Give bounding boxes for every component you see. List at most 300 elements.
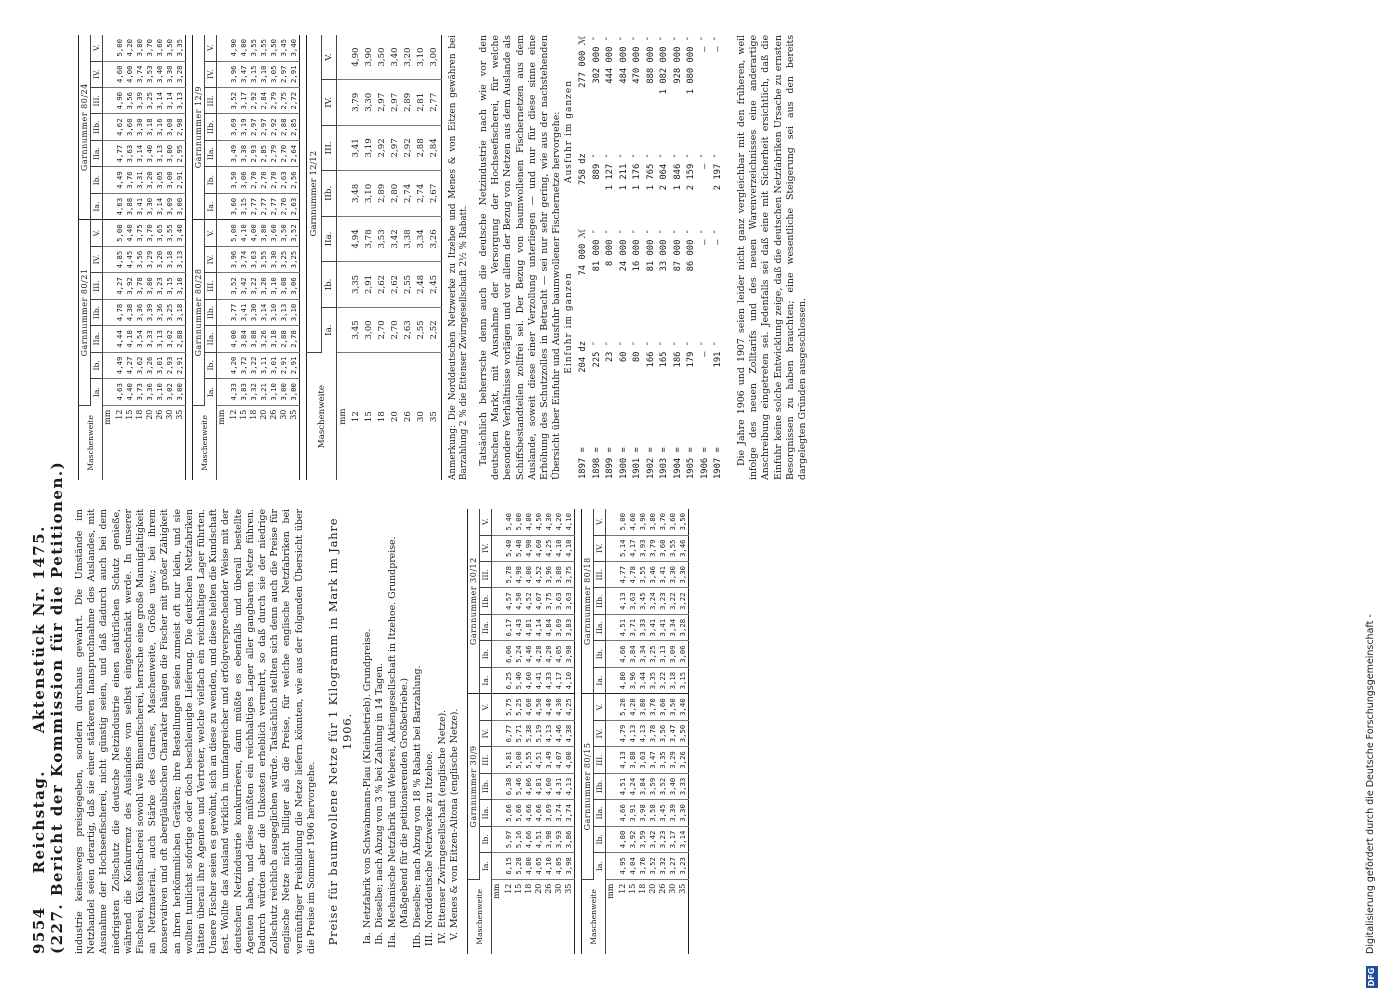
year-value: 1904 — [672, 457, 683, 479]
price-cell: 3,96 — [628, 667, 638, 693]
price-cell: 4,52 — [524, 588, 534, 614]
mesh-width-cell: 20 — [390, 411, 400, 423]
column-header: Ib. — [91, 352, 103, 378]
spacer-cell — [337, 216, 351, 262]
price-cell: 3,59 — [648, 773, 658, 799]
price-cell: 3,98 — [544, 826, 554, 852]
column-header: III. — [594, 747, 606, 773]
price-cell: 3,40 — [389, 35, 402, 80]
spacer-cell — [606, 747, 619, 773]
price-cell: 3,41 — [658, 561, 668, 587]
key-code: Ib. — [374, 932, 386, 945]
key-code: IIb. — [411, 932, 423, 949]
price-key-list — [362, 509, 461, 954]
price-cell: 3,91 — [628, 800, 638, 826]
price-cell: 4,90 — [115, 87, 125, 113]
price-cell: 3,02 — [165, 326, 175, 352]
price-cell: 3,39 — [135, 87, 145, 113]
price-cell: 3,09 — [165, 193, 175, 219]
price-cell: 3,69 — [229, 114, 239, 140]
price-cell: 4,46 — [524, 641, 534, 667]
price-cell: 4,33 — [544, 667, 554, 693]
export-dz-cell: 1 765 ″ — [645, 153, 656, 191]
price-cell: 3,25 — [289, 246, 300, 272]
price-cell: 3,44 — [638, 667, 648, 693]
spacer-cell — [606, 694, 619, 720]
price-cell: 3,11 — [259, 352, 269, 378]
column-header: V. — [205, 35, 217, 61]
price-cell: 2,93 — [165, 352, 175, 378]
table-row — [638, 509, 648, 954]
import-export-row — [604, 35, 618, 480]
column-header: Ib. — [480, 641, 492, 667]
price-cell: 3,14 — [155, 193, 165, 219]
key-description: Ettenser Zwirngesellschaft (englische Netze). — [436, 709, 448, 928]
year-cell: 1902 = — [645, 447, 656, 479]
price-cell: 2,52 — [428, 307, 442, 353]
price-cell: 3,60 — [125, 114, 135, 140]
price-cell: 3,26 — [145, 352, 155, 378]
price-cell: 3,84 — [638, 773, 648, 799]
table-row — [363, 35, 376, 480]
price-cell: 3,31 — [135, 167, 145, 193]
price-cell: 2,75 — [279, 87, 289, 113]
price-cell: 3,78 — [648, 720, 658, 746]
price-cell: 2,85 — [289, 114, 300, 140]
price-cell: 3,18 — [269, 326, 279, 352]
price-cell: 2,92 — [376, 125, 389, 171]
price-cell: 3,45 — [638, 588, 648, 614]
import-dz-cell: 165 ″ — [659, 340, 670, 368]
key-code: Ia. — [362, 932, 374, 945]
price-cell: 3,23 — [155, 273, 165, 299]
price-cell: 2,62 — [389, 262, 402, 308]
price-cell: 3,41 — [350, 125, 363, 171]
import-value-cell: 33 000 ″ — [659, 229, 670, 272]
year-value: 1903 — [659, 457, 670, 479]
spacer-cell — [217, 220, 230, 246]
price-cell: 5,19 — [534, 720, 544, 746]
price-cell: 4,00 — [249, 220, 259, 246]
price-cell: 4,10 — [564, 667, 575, 693]
table-row — [376, 35, 389, 480]
column-header: Ib. — [91, 167, 103, 193]
price-cell: 3,52 — [648, 853, 658, 879]
mesh-width-cell: 20 — [648, 883, 658, 894]
price-cell: 3,38 — [402, 216, 415, 262]
table-row — [145, 35, 155, 480]
price-cell: 3,56 — [125, 87, 135, 113]
column-header: IIb. — [594, 588, 606, 614]
price-cell: 4,80 — [524, 853, 534, 879]
price-cell: 2,97 — [259, 114, 269, 140]
import-export-row — [618, 35, 632, 480]
table-row — [229, 35, 239, 480]
column-header: IIa. — [594, 800, 606, 826]
spacer-cell — [606, 614, 619, 640]
year-value: 1905 — [686, 457, 697, 479]
spacer-cell — [606, 561, 619, 587]
price-cell: 4,77 — [115, 140, 125, 166]
export-header: Ausfuhr im ganzen — [564, 79, 575, 184]
unit-label: mm — [217, 409, 226, 425]
price-cell: 3,41 — [135, 193, 145, 219]
price-cell: 3,15 — [239, 193, 249, 219]
column-header: V. — [594, 694, 606, 720]
price-cell: 3,14 — [135, 140, 145, 166]
table-row — [155, 35, 165, 480]
price-cell: 3,18 — [175, 299, 186, 325]
year-cell: 1907 = — [713, 447, 724, 479]
table-row — [239, 35, 249, 480]
price-cell: 2,70 — [279, 140, 289, 166]
price-cell: 2,70 — [389, 307, 402, 353]
table-note: Anmerkung: Die Norddeutschen Netzwerke zu Itzehoe und Menes & von Eitzen gewähren bei Barzahlung 2 % die Ettenser Zwirngesellschaft 2½ % Rabatt. — [448, 35, 469, 480]
price-cell: 4,10 — [564, 509, 575, 535]
key-item — [387, 509, 412, 954]
spacer-cell — [337, 35, 351, 80]
price-cell: 3,40 — [668, 773, 678, 799]
price-cell: 3,52 — [289, 220, 300, 246]
price-cell: 2,91 — [289, 61, 300, 87]
price-cell: 4,04 — [628, 853, 638, 879]
price-cell: 3,32 — [249, 379, 259, 405]
price-cell: 5,00 — [514, 509, 524, 535]
price-cell: 3,92 — [628, 826, 638, 852]
price-cell: 4,33 — [229, 379, 239, 405]
unit-label: mm — [606, 883, 616, 899]
key-description: Dieselbe; nach Abzug von 18 % Rabatt bei Barzahlung. — [411, 665, 423, 928]
import-dz-cell: 166 ″ — [645, 340, 656, 368]
price-cell: 3,20 — [259, 273, 269, 299]
price-cell: 4,50 — [514, 588, 524, 614]
report-title: (227. Bericht der Kommission für die Petitionen.) — [48, 460, 66, 954]
price-cell: 4,90 — [524, 535, 534, 561]
price-cell: 2,88 — [279, 114, 289, 140]
price-cell: 3,00 — [279, 379, 289, 405]
column-header: IV. — [480, 535, 492, 561]
column-header: V. — [91, 35, 103, 61]
price-cell: 4,50 — [534, 694, 544, 720]
spacer-cell — [217, 61, 230, 87]
mesh-width-cell: 26 — [658, 883, 668, 894]
price-cell: 3,74 — [135, 61, 145, 87]
spacer-cell — [606, 720, 619, 746]
table-row — [544, 509, 554, 954]
column-header: IIb. — [91, 114, 103, 140]
price-cell: 5,24 — [514, 641, 524, 667]
spacer-cell — [492, 509, 505, 535]
price-table-12-12 — [306, 35, 442, 480]
price-cell: 2,77 — [259, 193, 269, 219]
column-header: Ib. — [594, 641, 606, 667]
price-cell: 4,49 — [115, 352, 125, 378]
price-cell: 3,22 — [668, 588, 678, 614]
price-cell: 3,14 — [155, 87, 165, 113]
price-cell: 6,77 — [504, 720, 514, 746]
yarn-number-header: Garnnummer 80/28 — [193, 220, 205, 405]
price-cell: 3,55 — [638, 561, 648, 587]
table-row — [514, 509, 524, 954]
column-header: Ib. — [205, 352, 217, 378]
spacer-cell — [492, 720, 505, 746]
table-row — [269, 35, 279, 480]
price-cell: 3,06 — [239, 167, 249, 193]
price-cell: 3,06 — [289, 273, 300, 299]
price-cell: 3,13 — [175, 87, 186, 113]
price-cell: 2,70 — [279, 193, 289, 219]
price-cell: 2,78 — [289, 326, 300, 352]
price-cell: 3,30 — [135, 114, 145, 140]
price-cell: 3,22 — [249, 273, 259, 299]
spacer-cell — [103, 220, 116, 246]
price-cell: 3,77 — [229, 299, 239, 325]
price-cell: 3,63 — [554, 588, 564, 614]
price-cell: 2,97 — [389, 80, 402, 126]
price-cell: 3,02 — [165, 379, 175, 405]
price-cell: 3,35 — [350, 262, 363, 308]
column-header: Ia. — [480, 853, 492, 879]
price-cell: 5,00 — [618, 509, 628, 535]
price-cell: 3,69 — [544, 800, 554, 826]
column-header: V. — [480, 509, 492, 535]
price-cell: 3,55 — [259, 246, 269, 272]
price-cell: 3,45 — [350, 307, 363, 353]
year-value: 1907 — [713, 457, 724, 479]
price-cell: 6,06 — [504, 641, 514, 667]
spacer-cell — [492, 588, 505, 614]
key-code: III. — [424, 932, 436, 947]
price-cell: 2,79 — [269, 140, 279, 166]
unit-label: mm — [338, 408, 348, 425]
table-row — [648, 509, 658, 954]
price-cell: 4,44 — [115, 326, 125, 352]
column-header: III. — [480, 747, 492, 773]
price-cell: 5,81 — [504, 747, 514, 773]
price-cell: 3,17 — [239, 87, 249, 113]
page-number: 9554 — [30, 906, 48, 954]
spacer-cell — [103, 273, 116, 299]
price-cell: 3,84 — [628, 641, 638, 667]
export-dz-cell: — ″ — [699, 153, 710, 170]
price-cell: 4,40 — [544, 694, 554, 720]
price-cell: 3,26 — [259, 326, 269, 352]
price-cell: 3,30 — [145, 193, 155, 219]
price-cell: 3,41 — [648, 614, 658, 640]
import-dz-cell: — ″ — [699, 340, 710, 357]
price-cell: 2,55 — [402, 262, 415, 308]
price-cell: 3,65 — [155, 220, 165, 246]
table-row — [564, 509, 575, 954]
year-cell: 1898 = — [591, 447, 602, 479]
price-cell: 3,80 — [638, 694, 648, 720]
price-cell: 3,55 — [165, 220, 175, 246]
column-header: IIb. — [205, 114, 217, 140]
import-dz-cell: 225 ″ — [591, 340, 602, 368]
spacer-cell — [103, 114, 116, 140]
price-cell: 3,10 — [289, 299, 300, 325]
price-cell: 3,55 — [259, 35, 269, 61]
column-header: IIa. — [480, 614, 492, 640]
export-value-cell: — ″ — [699, 36, 710, 52]
spacer-cell — [492, 694, 505, 720]
price-cell: 4,38 — [125, 299, 135, 325]
price-cell: 3,33 — [145, 326, 155, 352]
column-header: IIa. — [594, 614, 606, 640]
price-cell: 3,22 — [678, 588, 689, 614]
year-value: 1900 — [618, 457, 629, 479]
import-value-cell: 81 000 ″ — [645, 229, 656, 272]
document-number: Aktenstück Nr. 1475. — [30, 525, 48, 734]
price-cell: 3,19 — [363, 125, 376, 171]
import-value-cell: 24 000 ″ — [618, 229, 629, 272]
price-cell: 4,05 — [554, 641, 564, 667]
spacer-cell — [103, 326, 116, 352]
price-cell: 3,25 — [165, 299, 175, 325]
price-cell: 3,80 — [135, 35, 145, 61]
price-table-wide — [306, 35, 442, 480]
price-cell: 2,92 — [402, 125, 415, 171]
spacer-cell — [606, 535, 619, 561]
table-row — [415, 35, 428, 480]
column-header: IIb. — [91, 299, 103, 325]
price-cell: 4,10 — [544, 853, 554, 879]
price-cell: 2,77 — [249, 193, 259, 219]
column-header: Ia. — [594, 853, 606, 879]
export-dz-cell: 2 064 ″ — [659, 153, 670, 191]
spacer-cell — [492, 641, 505, 667]
price-cell: 3,96 — [229, 246, 239, 272]
import-export-row — [631, 35, 645, 480]
mesh-width-cell: 15 — [364, 411, 374, 423]
mesh-width-cell: 35 — [564, 883, 574, 894]
import-value-cell: 8 000 ″ — [605, 229, 616, 267]
spacer-cell — [492, 667, 505, 693]
footer — [1363, 0, 1383, 1000]
price-cell: 4,05 — [554, 853, 564, 879]
price-cell: 4,90 — [229, 35, 239, 61]
price-cell: 3,28 — [678, 614, 689, 640]
key-description: Dieselbe; nach Abzug von 3 % bei Zahlung in 14 Tagen. — [374, 663, 386, 928]
column-header: IIa. — [205, 326, 217, 352]
yarn-number-header: Garnnummer 80/21 — [79, 220, 91, 405]
spacer-cell — [337, 171, 351, 217]
price-cell: 3,22 — [249, 352, 259, 378]
spacer-cell — [103, 140, 116, 166]
price-cell: 3,13 — [175, 246, 186, 272]
price-cell: 3,56 — [135, 246, 145, 272]
price-cell: 3,34 — [638, 641, 648, 667]
import-header: Einfuhr im ganzen — [564, 272, 575, 374]
price-cell: 3,88 — [628, 747, 638, 773]
price-cell: 3,53 — [376, 216, 389, 262]
price-cell: 5,00 — [115, 220, 125, 246]
mesh-width-cell: 18 — [638, 883, 648, 894]
price-cell: 3,60 — [155, 35, 165, 61]
price-cell: 6,38 — [504, 773, 514, 799]
price-cell: 3,25 — [648, 641, 658, 667]
price-cell: 2,48 — [415, 262, 428, 308]
price-cell: 5,66 — [504, 800, 514, 826]
price-cell: 2,70 — [269, 167, 279, 193]
spacer-cell — [492, 853, 505, 879]
price-cell: 3,17 — [668, 826, 678, 852]
import-dz-cell: 204 dz — [578, 340, 589, 373]
year-cell: 1901 = — [632, 447, 643, 479]
price-cell: 3,42 — [389, 216, 402, 262]
mesh-width-cell: 12 — [504, 883, 514, 894]
spacer-cell — [103, 87, 116, 113]
column-header: IIa. — [322, 216, 337, 262]
price-cell: 2,97 — [279, 61, 289, 87]
export-dz-cell: 1 176 ″ — [632, 153, 643, 191]
price-cell: 3,21 — [259, 379, 269, 405]
price-cell: 3,14 — [165, 87, 175, 113]
price-cell: 3,13 — [155, 326, 165, 352]
price-cell: 3,45 — [658, 800, 668, 826]
yarn-number-header: Garnnummer 12/12 — [307, 35, 322, 353]
price-cell: 4,51 — [618, 614, 628, 640]
column-header: IV. — [91, 246, 103, 272]
price-cell: 4,00 — [229, 326, 239, 352]
price-cell: 3,60 — [668, 509, 678, 535]
price-cell: 4,20 — [628, 694, 638, 720]
price-cell: 4,66 — [524, 800, 534, 826]
price-cell: 3,42 — [239, 273, 249, 299]
price-cell: 4,38 — [564, 720, 575, 746]
price-cell: 2,74 — [415, 171, 428, 217]
price-heading: Preise für baumwollene Netze für 1 Kilogramm in Mark im Jahre 1906. — [326, 517, 355, 946]
price-cell: 4,63 — [115, 379, 125, 405]
export-dz-cell: 889 ″ — [591, 153, 602, 180]
price-cell: 4,30 — [544, 509, 554, 535]
column-header: Ia. — [205, 379, 217, 405]
price-cell: 3,30 — [165, 61, 175, 87]
column-header: V. — [480, 694, 492, 720]
spacer-cell — [337, 125, 351, 171]
table-row — [249, 35, 259, 480]
price-cell: 4,00 — [239, 35, 249, 61]
price-cell: 3,19 — [239, 114, 249, 140]
price-cell: 5,78 — [504, 561, 514, 587]
price-cell: 4,20 — [554, 509, 564, 535]
price-cell: 4,79 — [618, 720, 628, 746]
price-cell: 3,63 — [628, 588, 638, 614]
export-value-cell: 888 000 ″ — [645, 36, 656, 84]
table-row — [678, 509, 689, 954]
import-value-cell: 16 000 ″ — [632, 229, 643, 272]
price-cell: 4,50 — [534, 509, 544, 535]
price-cell: 2,62 — [376, 262, 389, 308]
import-export-row — [712, 35, 726, 480]
price-cell: 3,40 — [175, 220, 186, 246]
price-cell: 4,10 — [554, 535, 564, 561]
price-cell: 4,66 — [618, 800, 628, 826]
right-column — [74, 35, 809, 480]
column-header: IV. — [322, 80, 337, 126]
price-cell: 3,50 — [229, 167, 239, 193]
price-cell: 3,55 — [668, 535, 678, 561]
price-cell: 3,88 — [554, 561, 564, 587]
column-header: IIb. — [480, 588, 492, 614]
year-cell: 1905 = — [686, 447, 697, 479]
price-cell: 2,91 — [289, 352, 300, 378]
price-cell: 2,63 — [402, 307, 415, 353]
column-header: III. — [91, 87, 103, 113]
price-cell: 3,86 — [564, 826, 575, 852]
price-cell: 4,14 — [534, 614, 544, 640]
price-cell: 3,60 — [269, 220, 279, 246]
